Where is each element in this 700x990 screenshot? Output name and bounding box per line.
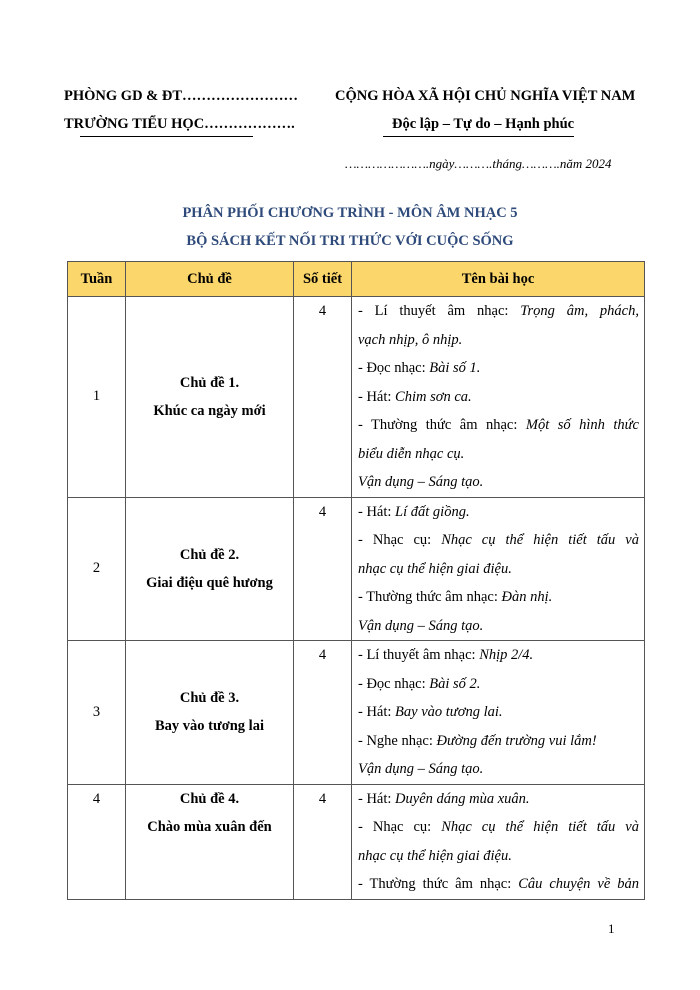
lesson-line: - Hát: Duyên dáng mùa xuân. (358, 790, 530, 807)
lesson-line: - Nhạc cụ: Nhạc cụ thể hiện tiết tấu và (358, 819, 639, 835)
motto-line: Độc lập – Tự do – Hạnh phúc (392, 116, 575, 132)
week-cell (68, 784, 126, 899)
topic-number: Chủ đề 2. (179, 546, 240, 563)
lesson-line: - Lí thuyết âm nhạc: Nhịp 2/4. (358, 647, 534, 663)
col-week: Tuần (68, 262, 126, 297)
topic-name: Giai điệu quê hương (146, 574, 273, 591)
lesson-line: - Lí thuyết âm nhạc: Trọng âm, phách, (358, 303, 639, 319)
topic-name: Khúc ca ngày mới (153, 402, 266, 419)
lesson-line: - Đọc nhạc: Bài số 1. (358, 360, 481, 376)
topic-cell (126, 297, 294, 498)
date-line: ………………….ngày……….tháng……….năm 2024 (345, 156, 612, 171)
periods-value: 4 (318, 303, 327, 319)
col-lessons: Tên bài học (352, 262, 645, 297)
lessons-cell (352, 784, 645, 899)
lesson-line: Vận dụng – Sáng tạo. (358, 617, 484, 634)
table-row (68, 784, 645, 899)
periods-value: 4 (318, 647, 327, 663)
lesson-line: biểu diễn nhạc cụ. (358, 445, 465, 462)
lesson-line: - Nhạc cụ: Nhạc cụ thể hiện tiết tấu và (358, 532, 639, 548)
periods-cell (294, 497, 352, 641)
lessons-cell (352, 497, 645, 641)
periods-cell (294, 784, 352, 899)
table-row (68, 297, 645, 498)
topic-name: Bay vào tương lai (155, 718, 264, 735)
col-topic: Chủ đề (126, 262, 294, 297)
doc-subtitle: BỘ SÁCH KẾT NỐI TRI THỨC VỚI CUỘC SỐNG (186, 233, 514, 249)
lesson-line: - Hát: Lí đất giồng. (358, 503, 470, 520)
periods-value: 4 (318, 790, 327, 807)
topic-cell (126, 641, 294, 785)
topic-number: Chủ đề 4. (179, 790, 240, 807)
week-cell: 3 (68, 641, 126, 785)
lesson-line: - Hát: Bay vào tương lai. (358, 704, 503, 720)
topic-number: Chủ đề 1. (179, 374, 240, 391)
republic-line: CỘNG HÒA XÃ HỘI CHỦ NGHĨA VIỆT NAM (335, 88, 636, 104)
lesson-line: - Thường thức âm nhạc: Đàn nhị. (358, 589, 553, 605)
lesson-line: - Thường thức âm nhạc: Câu chuyện về bản (358, 876, 639, 892)
department-line: PHÒNG GD & ĐT…………………… (64, 88, 299, 104)
col-periods: Số tiết (294, 262, 352, 297)
week-cell: 2 (68, 497, 126, 641)
lesson-line: - Hát: Chim sơn ca. (358, 388, 472, 405)
school-line: TRƯỜNG TIỂU HỌC………………. (64, 116, 295, 132)
curriculum-table (67, 261, 645, 900)
table-row (68, 641, 645, 785)
lesson-line: - Nghe nhạc: Đường đến trường vui lắm! (358, 732, 597, 749)
lessons-cell (352, 297, 645, 498)
lesson-line: nhạc cụ thể hiện giai điệu. (358, 847, 512, 864)
school-underline (80, 136, 253, 137)
topic-cell (126, 497, 294, 641)
lesson-line: - Đọc nhạc: Bài số 2. (358, 675, 481, 692)
motto-underline (383, 136, 574, 137)
lesson-line: vạch nhịp, ô nhịp. (358, 331, 463, 348)
periods-cell (294, 297, 352, 498)
lesson-line: - Thường thức âm nhạc: Một số hình thức (358, 417, 639, 433)
table-row (68, 497, 645, 641)
topic-name: Chào mùa xuân đến (147, 819, 272, 835)
periods-value: 4 (318, 503, 327, 520)
lesson-line: Vận dụng – Sáng tạo. (358, 474, 484, 490)
lessons-cell (352, 641, 645, 785)
week-cell: 1 (68, 297, 126, 498)
week-value: 4 (92, 790, 101, 807)
page-number: 1 (608, 921, 615, 936)
periods-cell (294, 641, 352, 785)
lesson-line: Vận dụng – Sáng tạo. (358, 761, 484, 777)
topic-cell (126, 784, 294, 899)
topic-number: Chủ đề 3. (179, 690, 240, 707)
table-header-row (68, 262, 645, 297)
doc-title: PHÂN PHỐI CHƯƠNG TRÌNH - MÔN ÂM NHẠC 5 (182, 205, 518, 221)
lesson-line: nhạc cụ thể hiện giai điệu. (358, 560, 512, 577)
